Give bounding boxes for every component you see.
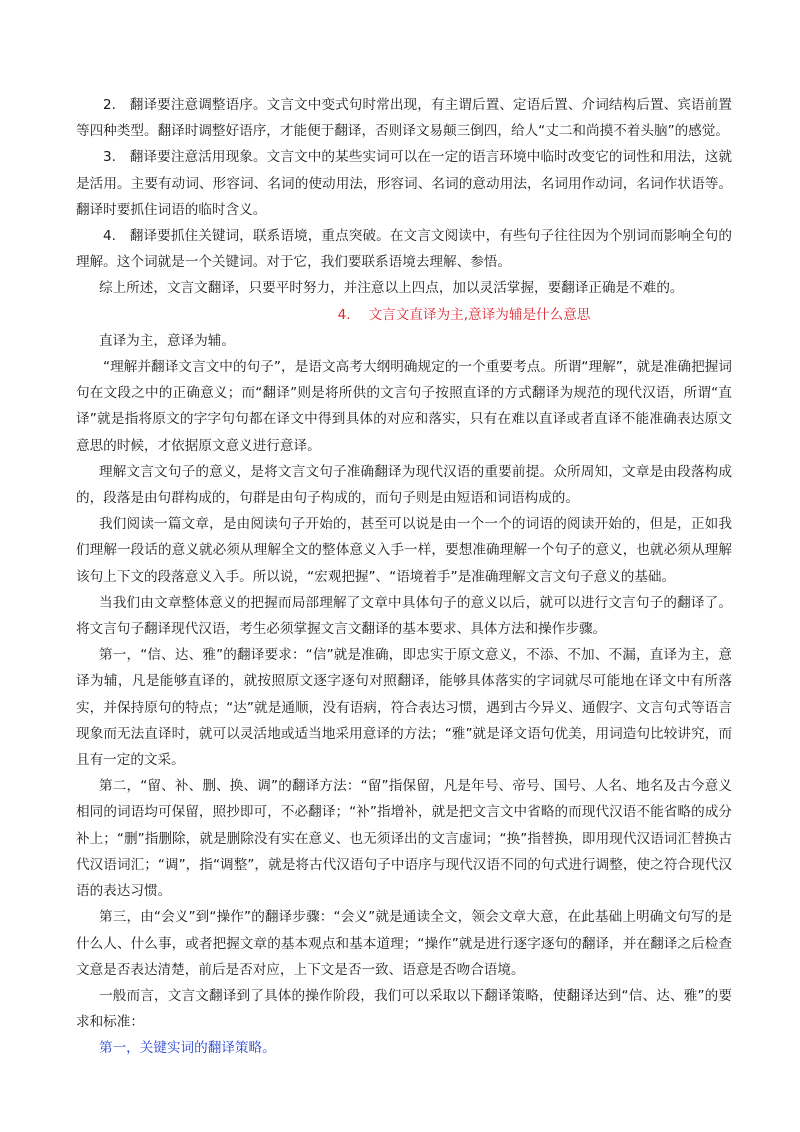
section-heading-text: 文言文直译为主,意译为辅是什么意思 [368,306,591,323]
paragraph-second-method: 第二，“留、补、删、换、调”的翻译方法：“留”指保留，凡是年号、帝号、国号、人名、地名及古今意义相同的词语均可保留，照抄即可，不必翻译；“补”指增补，就是把文言文中省略的而现代汉语不能省略的成分补上；“删”指删除，就是删除没有实在意义、也无须译出的文言虚词；“换”指替换，即用现代汉语词汇替换古代汉语词汇；“调”，指“调整”，就是将古代汉语句子中语序与现代汉语不同的句式进行调整，使之符合现代汉语的表达习惯。 [76,778,732,900]
paragraph-first-requirement: 第一，“信、达、雅”的翻译要求：“信”就是准确，即忠实于原文意义，不添、不加、不漏，直译为主，意译为辅，凡是能够直译的，就按照原文逐字逐句对照翻译，能够具体落实的字词就尽可能地在译文中有所落实，并保持原句的特点；“达”就是通顺，没有语病，符合表达习惯，遇到古今异义、通假字、文言句式等语言现象而无法直译时，就可以灵活地或适当地采用意译的方法；“雅”就是译文语句优美，用词造句比较讲究，而且有一定的文采。 [76,647,732,769]
paragraph-definition: “理解并翻译文言文中的句子”，是语文高考大纲明确规定的一个重要考点。所谓“理解”，就是准确把握词句在文段之中的正确意义；而“翻译”则是将所供的文言句子按照直译的方式翻译为规范的现代汉语，所谓“直译”就是指将原文的字字句句都在译文中得到具体的对应和落实，只有在难以直译或者直译不能准确表达原文意思的时候，才依据原文意义进行意译。 [76,359,732,454]
paragraph-thesis: 直译为主，意译为辅。 [99,332,235,349]
paragraph-summary: 综上所述，文言文翻译，只要平时努力，并注意以上四点，加以灵活掌握，要翻译正确是不难的。 [99,280,684,297]
paragraph-premise: 理解文言文句子的意义，是将文言文句子准确翻译为现代汉语的重要前提。众所周知，文章是由段落构成的，段落是由句群构成的，句群是由句子构成的，而句子则是由短语和词语构成的。 [76,463,732,507]
paragraph-third-steps: 第三，由“会义”到“操作”的翻译步骤：“会义”就是通读全文，领会文章大意，在此基础上明确文句写的是什么人、什么事，或者把握文章的基本观点和基本道理；“操作”就是进行逐字逐句的翻译，并在翻译之后检查文意是否表达清楚，前后是否对应，上下文是否一致、语意是否吻合语境。 [76,909,732,978]
paragraph-point-2: 2. 翻译要注意调整语序。文言文中变式句时常出现，有主谓后置、定语后置、介词结构后置、宾语前置等四种类型。翻译时调整好语序，才能便于翻译，否则译文易颠三倒四，给人“丈二和尚摸不着头脑”的感觉。 [76,97,732,140]
paragraph-translation-intro: 当我们由文章整体意义的把握而局部理解了文章中具体句子的意义以后，就可以进行文言句子的翻译了。将文言句子翻译现代汉语，考生必须掌握文言文翻译的基本要求、具体方法和操作步骤。 [76,594,732,638]
section-heading-number: 4. [337,306,351,323]
document-page [76,92,732,1062]
paragraph-strategy-first: 第一，关键实词的翻译策略。 [99,1040,276,1057]
section-heading [76,302,732,328]
paragraph-point-4: 4. 翻译要抓住关键词，联系语境，重点突破。在文言文阅读中，有些句子往往因为个别词而影响全句的理解。这个词就是一个关键词。对于它，我们要联系语境去理解、参悟。 [76,228,732,271]
paragraph-point-3: 3. 翻译要注意活用现象。文言文中的某些实词可以在一定的语言环境中临时改变它的词性和用法，这就是活用。主要有动词、形容词、名词的使动用法，形容词、名词的意动用法，名词用作动词，名词作状语等。翻译时要抓住词语的临时含义。 [76,149,732,218]
paragraph-strategy-intro: 一般而言，文言文翻译到了具体的操作阶段，我们可以采取以下翻译策略，使翻译达到“信、达、雅”的要求和标准： [76,987,732,1031]
paragraph-reading: 我们阅读一篇文章，是由阅读句子开始的，甚至可以说是由一个一个的词语的阅读开始的，但是，正如我们理解一段话的意义就必须从理解全文的整体意义入手一样，要想准确理解一个句子的意义，也就必须从理解该句上下文的段落意义入手。所以说，“宏观把握”、“语境着手”是准确理解文言文句子意义的基础。 [76,516,732,585]
